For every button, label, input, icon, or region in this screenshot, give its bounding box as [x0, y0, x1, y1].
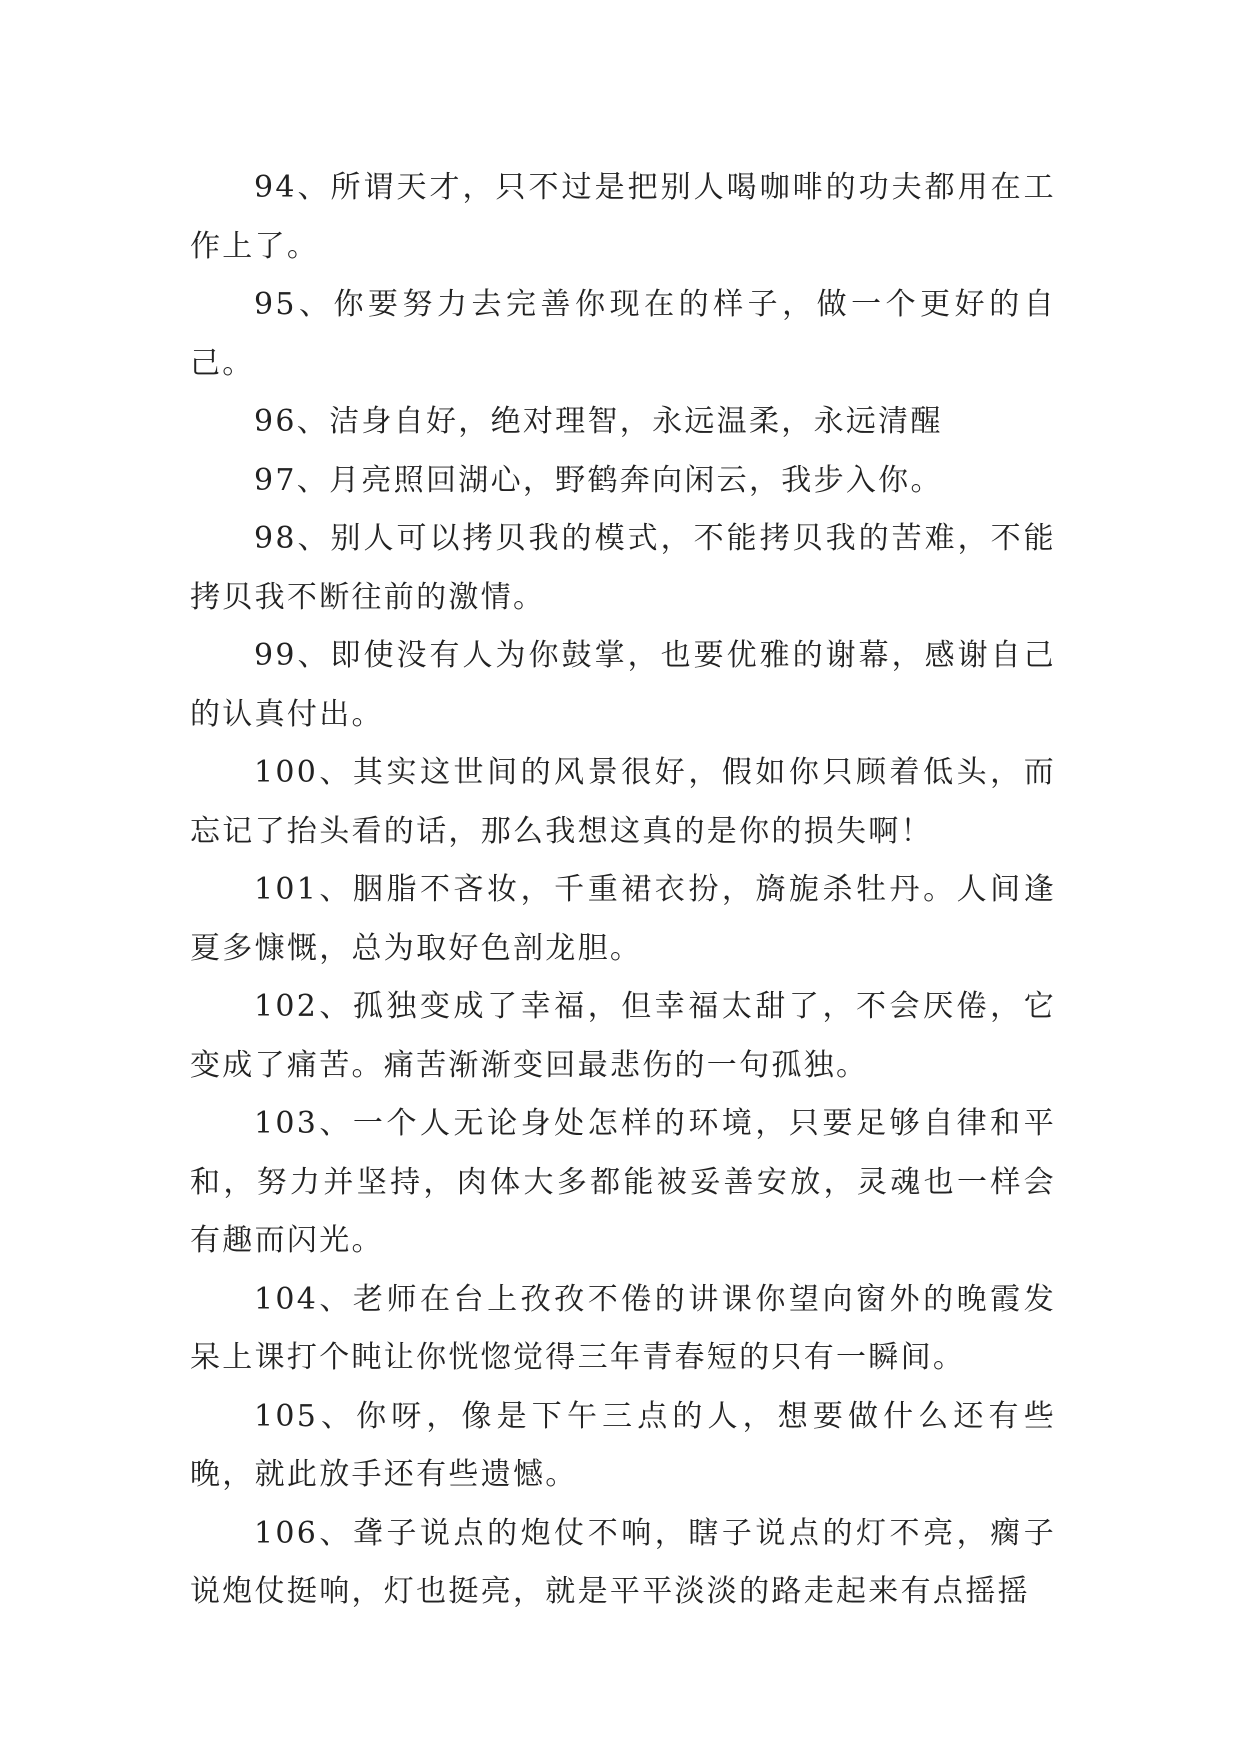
document-body	[190, 159, 1056, 1622]
paragraph-99: 99、即使没有人为你鼓掌，也要优雅的谢幕，感谢自己的认真付出。	[190, 638, 1056, 732]
paragraph-105: 105、你呀，像是下午三点的人，想要做什么还有些晚，就此放手还有些遗憾。	[190, 1398, 1056, 1492]
paragraph-101: 101、胭脂不吝妆，千重裙衣扮，旖旎杀牡丹。人间逢夏多慷慨，总为取好色剖龙胆。	[190, 872, 1056, 966]
paragraph-106: 106、聋子说点的炮仗不响，瞎子说点的灯不亮，瘸子说炮仗挺响，灯也挺亮，就是平平淡淡的路走起来有点摇摇	[190, 1515, 1056, 1609]
paragraph-95: 95、你要努力去完善你现在的样子，做一个更好的自己。	[190, 287, 1056, 381]
paragraph-98: 98、别人可以拷贝我的模式，不能拷贝我的苦难，不能拷贝我不断往前的激情。	[190, 521, 1056, 615]
paragraph-104: 104、老师在台上孜孜不倦的讲课你望向窗外的晚霞发呆上课打个盹让你恍惚觉得三年青春短的只有一瞬间。	[190, 1281, 1056, 1375]
paragraph-102: 102、孤独变成了幸福，但幸福太甜了，不会厌倦，它变成了痛苦。痛苦渐渐变回最悲伤的一句孤独。	[190, 989, 1056, 1083]
paragraph-97: 97、月亮照回湖心，野鹤奔向闲云，我步入你。	[254, 462, 943, 498]
paragraph-96: 96、洁身自好，绝对理智，永远温柔，永远清醒	[254, 404, 943, 439]
paragraph-100: 100、其实这世间的风景很好，假如你只顾着低头，而忘记了抬头看的话，那么我想这真的是你的损失啊！	[190, 755, 1056, 849]
paragraph-103: 103、一个人无论身处怎样的环境，只要足够自律和平和，努力并坚持，肉体大多都能被妥善安放，灵魂也一样会有趣而闪光。	[190, 1106, 1056, 1258]
paragraph-94: 94、所谓天才，只不过是把别人喝咖啡的功夫都用在工作上了。	[190, 170, 1056, 264]
